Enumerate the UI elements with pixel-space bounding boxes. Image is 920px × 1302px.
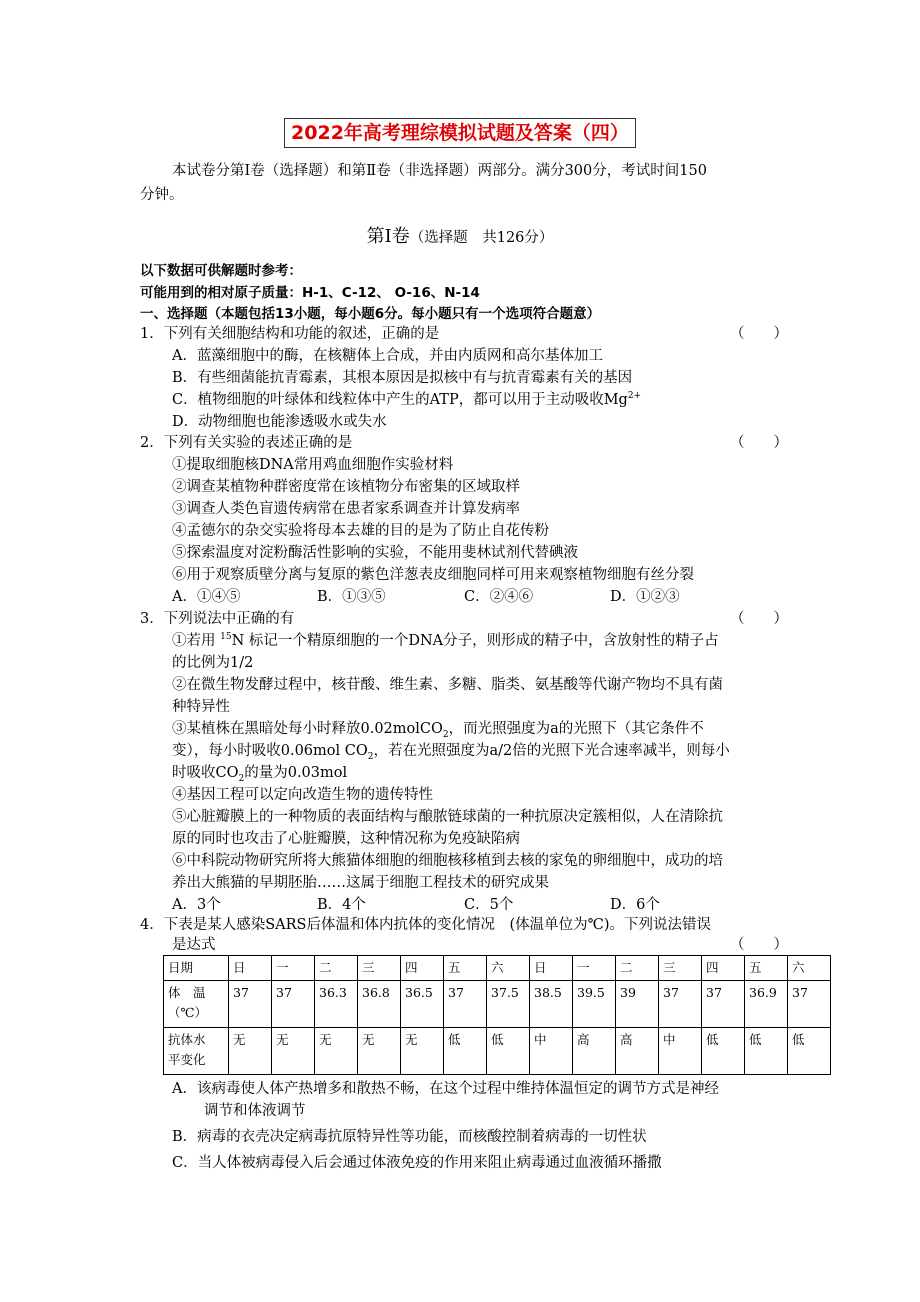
- q2-answer-paren: （ ）: [730, 435, 788, 451]
- antibody-cell: 高: [616, 1028, 659, 1075]
- q1-option-a: A．蓝藻细胞中的酶，在核糖体上合成，并由内质网和高尔基体加工: [172, 348, 603, 364]
- q1-answer-paren: （ ）: [730, 326, 788, 342]
- q1-option-c: [172, 389, 780, 411]
- temp-cell: 37: [272, 981, 315, 1028]
- q2-item-1: ①提取细胞核DNA常用鸡血细胞作实验材料: [172, 457, 454, 473]
- q3-s3b-sub: 2: [367, 751, 374, 762]
- exam-title: 2022年高考理综模拟试题及答案（四）: [284, 118, 636, 148]
- date-cell: 一: [573, 956, 616, 981]
- antibody-cell: 无: [315, 1028, 358, 1075]
- temp-cell: 39: [616, 981, 659, 1028]
- q3-statement-6b: 养出大熊猫的早期胚胎……这属于细胞工程技术的研究成果: [172, 875, 549, 891]
- date-cell: 五: [745, 956, 788, 981]
- q3-statement-2b: 种特异性: [172, 699, 230, 715]
- row-label-antibody: [164, 1028, 229, 1075]
- q3-options: [172, 894, 780, 916]
- antibody-cell: 低: [444, 1028, 487, 1075]
- date-cell: 四: [401, 956, 444, 981]
- q3-option-b: B．4个: [317, 897, 366, 913]
- section-big: 第Ⅰ卷: [366, 226, 410, 247]
- temp-cell: 37: [444, 981, 487, 1028]
- temp-cell: 37: [788, 981, 831, 1028]
- q3-s3c-sub: 2: [238, 773, 245, 784]
- row-label-temp-2: （℃）: [168, 1005, 207, 1020]
- q2-option-b: B．①③⑤: [317, 589, 386, 605]
- section-rest: （选择题 共126分）: [409, 230, 554, 246]
- intro-line-1: 本试卷分第Ⅰ卷（选择题）和第Ⅱ卷（非选择题）两部分。满分300分，考试时间150: [172, 163, 707, 179]
- q1-option-b: B．有些细菌能抗青霉素，其根本原因是拟核中有与抗青霉素有关的基因: [172, 370, 633, 386]
- row-label-antibody-1: 抗体水: [168, 1032, 206, 1047]
- date-cell: 日: [530, 956, 573, 981]
- q3-statement-2a: ②在微生物发酵过程中，核苷酸、维生素、多糖、脂类、氨基酸等代谢产物均不具有菌: [172, 677, 723, 693]
- q3-answer-paren: （ ）: [730, 611, 788, 627]
- antibody-cell: 中: [659, 1028, 702, 1075]
- q4-stem-b: 是达式: [172, 937, 216, 953]
- q3-option-d: D．6个: [610, 897, 660, 913]
- q3-option-c: C．5个: [464, 897, 514, 913]
- antibody-cell: 无: [229, 1028, 272, 1075]
- section-heading: [0, 226, 920, 249]
- q1-option-c-text: C．植物细胞的叶绿体和线粒体中产生的ATP，都可以用于主动吸收Mg: [172, 392, 628, 408]
- temp-cell: 36.9: [745, 981, 788, 1028]
- table-row-antibody: [164, 1028, 831, 1075]
- q2-stem: 2．下列有关实验的表述正确的是: [140, 435, 353, 451]
- q3-option-a: A．3个: [172, 897, 221, 913]
- q4-option-a-line2: 调节和体液调节: [204, 1103, 306, 1119]
- antibody-cell: 中: [530, 1028, 573, 1075]
- antibody-cell: 无: [401, 1028, 444, 1075]
- q3-statement-3a: [172, 718, 780, 740]
- q3-s1-pre: ①若用: [172, 633, 221, 649]
- title-area: [0, 118, 920, 148]
- q3-statement-5a: ⑤心脏瓣膜上的一种物质的表面结构与酿脓链球菌的一种抗原决定簇相似，人在清除抗: [172, 809, 723, 825]
- row-label-date: 日期: [164, 956, 229, 981]
- q3-statement-1b: 的比例为1/2: [172, 655, 254, 671]
- row-label-temperature: [164, 981, 229, 1028]
- antibody-cell: 高: [573, 1028, 616, 1075]
- q2-options: [172, 586, 780, 608]
- antibody-cell: 低: [788, 1028, 831, 1075]
- temp-cell: 37: [702, 981, 745, 1028]
- temp-cell: 37: [659, 981, 702, 1028]
- antibody-cell: 低: [745, 1028, 788, 1075]
- q2-item-2: ②调查某植物种群密度常在该植物分布密集的区域取样: [172, 479, 520, 495]
- q3-statement-6a: ⑥中科院动物研究所将大熊猫体细胞的细胞核移植到去核的家兔的卵细胞中，成功的培: [172, 853, 723, 869]
- q3-s1-sup: 15: [220, 632, 232, 643]
- date-cell: 六: [788, 956, 831, 981]
- temp-cell: 37.5: [487, 981, 530, 1028]
- temp-cell: 36.5: [401, 981, 444, 1028]
- q3-s1-post: N 标记一个精原细胞的一个DNA分子，则形成的精子中，含放射性的精子占: [231, 633, 719, 649]
- q3-s3c-text2: 的量为0.03mol: [244, 765, 348, 781]
- q1-option-c-sup: 2+: [627, 391, 642, 402]
- temp-cell: 36.3: [315, 981, 358, 1028]
- temp-cell: 36.8: [358, 981, 401, 1028]
- date-cell: 二: [315, 956, 358, 981]
- q3-statement-5b: 原的同时也攻击了心脏瓣膜，这种情况称为免疫缺陷病: [172, 831, 520, 847]
- q1-option-d: D．动物细胞也能渗透吸水或失水: [172, 414, 387, 430]
- q3-statement-4: ④基因工程可以定向改造生物的遗传特性: [172, 787, 433, 803]
- q2-item-6: ⑥用于观察质壁分离与复原的紫色洋葱表皮细胞同样可用来观察植物细胞有丝分裂: [172, 567, 694, 583]
- q3-s3b-text2: ，若在光照强度为a/2倍的光照下光合速率减半，则每小: [373, 743, 730, 759]
- q3-s3c-text: 时吸收CO: [172, 765, 239, 781]
- date-cell: 四: [702, 956, 745, 981]
- q4-stem-a: 4．下表是某人感染SARS后体温和体内抗体的变化情况 (体温单位为℃)。下列说法错误: [140, 917, 712, 933]
- q3-statement-3b: [172, 740, 780, 762]
- temp-cell: 37: [229, 981, 272, 1028]
- date-cell: 六: [487, 956, 530, 981]
- q2-option-d: D．①②③: [610, 589, 680, 605]
- q4-option-c: C．当人体被病毒侵入后会通过体液免疫的作用来阻止病毒通过血液循环播撒: [172, 1155, 662, 1171]
- table-row-dates: [164, 956, 831, 981]
- table-row-temperature: [164, 981, 831, 1028]
- q3-s3a-text2: ，而光照强度为a的光照下（其它条件不: [448, 721, 704, 737]
- q3-s3b-text: 变），每小时吸收0.06mol CO: [172, 743, 368, 759]
- q2-option-c: C．②④⑥: [464, 589, 534, 605]
- date-cell: 一: [272, 956, 315, 981]
- antibody-cell: 无: [272, 1028, 315, 1075]
- q3-s3a-text: ③某植株在黑暗处每小时释放0.02molCO: [172, 721, 443, 737]
- sars-table: [163, 955, 831, 1075]
- date-cell: 五: [444, 956, 487, 981]
- row-label-temp-1: 体 温: [168, 985, 206, 1000]
- intro-line-2: 分钟。: [140, 187, 184, 203]
- antibody-cell: 低: [702, 1028, 745, 1075]
- q2-item-4: ④孟德尔的杂交实验将母本去雄的目的是为了防止自花传粉: [172, 523, 549, 539]
- q4-answer-paren: （ ）: [730, 937, 788, 953]
- temp-cell: 38.5: [530, 981, 573, 1028]
- reference-heading: 以下数据可供解题时参考：: [140, 263, 302, 279]
- atomic-mass-line: 可能用到的相对原子质量：H-1、C-12、 O-16、N-14: [140, 285, 480, 301]
- q4-option-a-line1: A．该病毒使人体产热增多和散热不畅，在这个过程中维持体温恒定的调节方式是神经: [172, 1081, 719, 1097]
- antibody-cell: 无: [358, 1028, 401, 1075]
- q2-item-5: ⑤探索温度对淀粉酶活性影响的实验，不能用斐林试剂代替碘液: [172, 545, 578, 561]
- antibody-cell: 低: [487, 1028, 530, 1075]
- temp-cell: 39.5: [573, 981, 616, 1028]
- date-cell: 三: [659, 956, 702, 981]
- q3-statement-3c: [172, 762, 780, 784]
- part1-heading: 一、选择题（本题包括13小题，每小题6分。每小题只有一个选项符合题意）: [140, 306, 601, 322]
- q4-option-b: B．病毒的衣壳决定病毒抗原特异性等功能，而核酸控制着病毒的一切性状: [172, 1129, 647, 1145]
- q3-s3a-sub: 2: [442, 729, 449, 740]
- q3-stem: 3．下列说法中正确的有: [140, 611, 295, 627]
- date-cell: 三: [358, 956, 401, 981]
- row-label-antibody-2: 平变化: [168, 1052, 206, 1067]
- q2-option-a: A．①④⑤: [172, 589, 241, 605]
- date-cell: 二: [616, 956, 659, 981]
- q3-statement-1a: [172, 630, 780, 652]
- date-cell: 日: [229, 956, 272, 981]
- q2-item-3: ③调查人类色盲遗传病常在患者家系调查并计算发病率: [172, 501, 520, 517]
- q1-stem: 1．下列有关细胞结构和功能的叙述，正确的是: [140, 326, 440, 342]
